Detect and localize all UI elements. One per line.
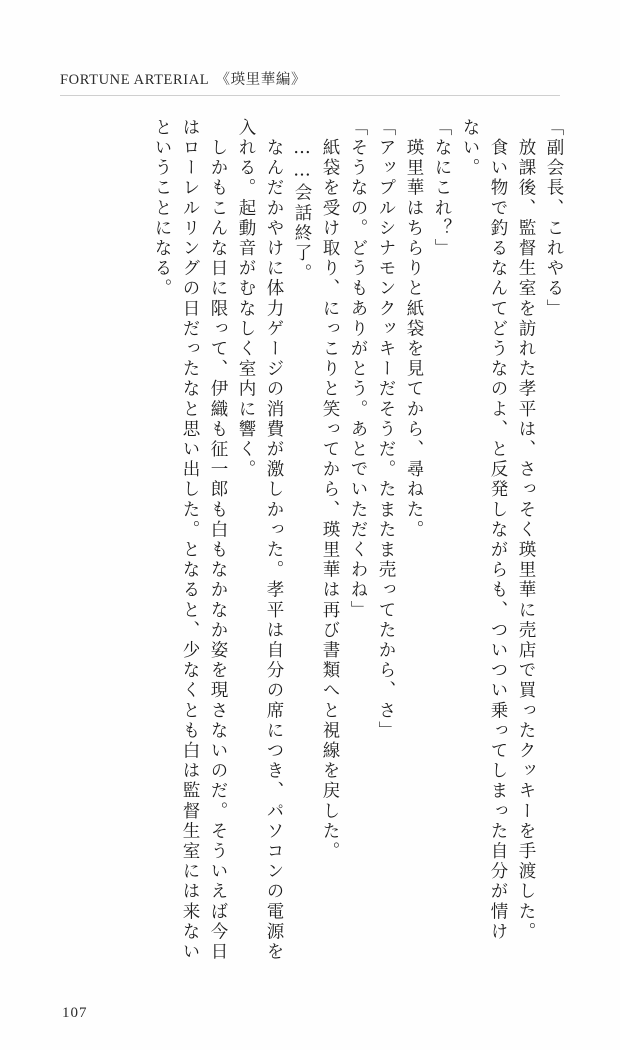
body-line: 「副会長、これやる」 [544,118,564,319]
body-line: ……会話終了。 [292,118,312,284]
header-divider [60,95,560,96]
body-line: 「アップルシナモンクッキーだそうだ。たまたま売ってたから、さ」 [376,118,396,742]
body-line: 入れる。起動音がむなしく室内に響く。 [236,118,256,480]
body-line: なんだかやけに体力ゲージの消費が激しかった。孝平は自分の席につき、パソコンの電源を [264,118,284,963]
running-header [60,68,306,89]
body-line: 瑛里華はちらりと紙袋を見てから、尋ねた。 [404,118,424,541]
body-text-block [57,118,562,978]
body-line: 食い物で釣るなんてどうなのよ、と反発しながらも、ついつい乗ってしまった自分が情け [488,118,508,943]
body-line: 「そうなの。どうもありがとう。あとでいただくわね」 [348,118,368,621]
page-number: 107 [62,1005,88,1021]
body-line: ない。 [460,118,480,179]
volume-title: 《瑛里華編》 [215,72,307,88]
body-line: 「なにこれ？」 [432,118,452,259]
body-line: 紙袋を受け取り、にっこりと笑ってから、瑛里華は再び書類へと視線を戻した。 [320,118,340,862]
body-line: はローレルリングの日だったなと思い出した。となると、少なくとも白は監督生室には来ない [180,118,200,963]
series-title: FORTUNE ARTERIAL [60,72,210,88]
body-line: しかもこんな日に限って、伊織も征一郎も白もなかなか姿を現さないのだ。そういえば今日 [208,118,228,963]
body-line: ということになる。 [152,118,172,299]
body-line: 放課後、監督生室を訪れた孝平は、さっそく瑛里華に売店で買ったクッキーを手渡した。 [516,118,536,943]
